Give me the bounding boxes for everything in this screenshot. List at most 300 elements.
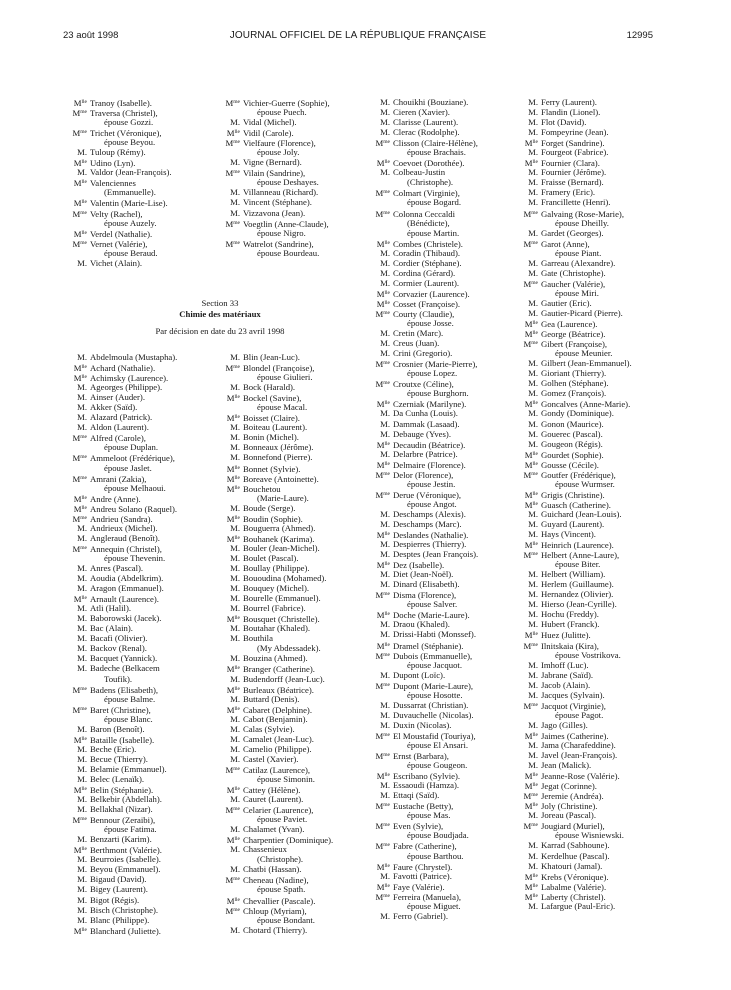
entry-title: $M^{me}$ (375, 489, 390, 500)
list-item (373, 529, 523, 539)
entry-title: $M^{lle}$ (524, 158, 538, 169)
list-item (70, 127, 220, 137)
list-item (373, 790, 523, 800)
entry-continuation: épouse Melhaoui. (104, 482, 166, 493)
list-item (373, 800, 523, 810)
list-item (521, 690, 671, 700)
entry-name: Tuloup (Rémy). (90, 147, 146, 158)
entry-continuation: épouse Lopez. (407, 368, 458, 379)
entry-name: Fournier (Clara). (541, 158, 600, 169)
entry-title: $M^{lle}$ (524, 449, 538, 460)
entry-title: M. (77, 643, 87, 654)
entry-title: M. (77, 613, 87, 624)
entry-continuation: épouse Balme. (104, 693, 156, 704)
list-item (373, 740, 523, 750)
entry-name: Annequin (Christel), (90, 543, 162, 554)
list-item (70, 844, 220, 854)
entry-name: Hochu (Freddy). (541, 609, 599, 620)
list-item (70, 794, 220, 804)
entry-title: M. (528, 840, 538, 851)
entry-name: Jeanne-Rose (Valérie). (541, 771, 620, 782)
entry-name: Alazard (Patrick). (90, 412, 153, 423)
list-item (521, 278, 671, 288)
entry-title: $M^{me}$ (72, 513, 87, 524)
entry-continuation: épouse Biter. (555, 559, 601, 570)
list-item (70, 412, 220, 422)
list-item (70, 674, 220, 684)
entry-name: Burleaux (Béatrice). (243, 684, 314, 695)
list-item (223, 895, 373, 905)
list-item (223, 412, 373, 422)
list-item (373, 298, 523, 308)
entry-name: Celarier (Laurence), (243, 805, 314, 816)
list-item (223, 248, 373, 258)
entry-name: Chatbi (Hassan). (243, 864, 302, 875)
list-item (373, 519, 523, 529)
entry-title: $M^{me}$ (375, 730, 390, 741)
list-item (521, 650, 671, 660)
list-item (373, 810, 523, 820)
list-item (373, 579, 523, 589)
entry-name: Blanchard (Juliette). (90, 925, 161, 936)
list-item (70, 633, 220, 643)
entry-title: M. (230, 432, 240, 443)
entry-name: Chloup (Myriam), (243, 905, 307, 916)
entry-title: $M^{lle}$ (376, 439, 390, 450)
list-item (223, 874, 373, 884)
entry-title: M. (230, 924, 240, 935)
entry-title: $M^{lle}$ (524, 540, 538, 551)
entry-name: Aldon (Laurent). (90, 422, 149, 433)
entry-title: $M^{lle}$ (376, 881, 390, 892)
list-item (70, 874, 220, 884)
entry-name: Dupont (Loïc). (393, 669, 446, 680)
entry-name: Buttard (Denis). (243, 693, 300, 704)
entry-title: $M^{lle}$ (376, 861, 390, 872)
entry-title: M. (77, 623, 87, 634)
entry-name: Fompeyrine (Jean). (541, 127, 609, 138)
list-item (521, 388, 671, 398)
list-item (223, 473, 373, 483)
entry-title: M. (380, 539, 390, 550)
entry-title: M. (528, 97, 538, 107)
entry-title: M. (77, 904, 87, 915)
list-item (373, 398, 523, 408)
entry-name: Gilbert (Jean-Emmanuel). (541, 358, 632, 369)
entry-name: Villanneau (Richard). (243, 187, 319, 198)
entry-title: M. (380, 569, 390, 580)
list-item (521, 529, 671, 539)
entry-name: Jabrane (Saïd). (541, 669, 594, 680)
entry-name: Doche (Marie-Laure). (393, 610, 470, 621)
list-item (521, 479, 671, 489)
entry-title: $M^{lle}$ (226, 785, 240, 796)
list-item (70, 463, 220, 473)
entry-name: Chouikhi (Bouziane). (393, 97, 469, 107)
list-item (223, 352, 373, 362)
entry-title: $M^{lle}$ (376, 530, 390, 541)
list-item (70, 402, 220, 412)
list-item (373, 97, 523, 107)
list-item (521, 268, 671, 278)
list-item (521, 700, 671, 710)
list-item (70, 623, 220, 633)
entry-title: M. (528, 227, 538, 238)
entry-title: $M^{me}$ (375, 208, 390, 219)
entry-name: Ilnitskaia (Kira), (541, 640, 599, 651)
entry-continuation: épouse Nigro. (257, 227, 306, 238)
entry-title: M. (77, 147, 87, 158)
list-item (373, 238, 523, 248)
list-item (70, 724, 220, 734)
entry-continuation: épouse Deshayes. (257, 177, 319, 188)
entry-title: M. (230, 542, 240, 553)
list-item (70, 643, 220, 653)
entry-name: Bacquet (Yannick). (90, 653, 158, 664)
list-item (70, 167, 220, 177)
entry-name: Belamie (Emmanuel). (90, 763, 167, 774)
entry-title: M. (77, 864, 87, 875)
list-item (223, 402, 373, 412)
entry-name: Achard (Nathalie). (90, 363, 156, 374)
list-item (373, 167, 523, 177)
entry-name: Alfred (Carole), (90, 433, 146, 444)
list-item (70, 352, 220, 362)
list-item (70, 583, 220, 593)
entry-title: M. (77, 352, 87, 362)
entry-name: Budendorff (Jean-Luc). (243, 673, 325, 684)
entry-continuation: épouse Miri. (555, 287, 599, 298)
list-item (521, 117, 671, 127)
entry-title: M. (77, 167, 87, 178)
list-item (373, 780, 523, 790)
entry-name: Guasch (Catherine). (541, 499, 611, 510)
entry-continuation: épouse Duplan. (104, 442, 159, 453)
entry-name: Hernandez (Olivier). (541, 589, 614, 600)
entry-name: Clarisse (Laurent). (393, 117, 459, 128)
list-item (70, 915, 220, 925)
list-item (373, 680, 523, 690)
list-item (223, 228, 373, 238)
entry-continuation: épouse Puech. (257, 107, 307, 118)
entry-continuation: épouse Wurmser. (555, 478, 615, 489)
list-item (521, 499, 671, 509)
list-item (373, 388, 523, 398)
entry-title: M. (528, 750, 538, 761)
list-item (223, 694, 373, 704)
entry-name: Krebs (Véronique). (541, 871, 609, 882)
list-item (223, 925, 373, 935)
list-item (521, 228, 671, 238)
list-item (70, 392, 220, 402)
list-item (521, 157, 671, 167)
list-item (521, 308, 671, 318)
entry-title: M. (528, 518, 538, 529)
entry-title: M. (77, 412, 87, 423)
list-item (373, 197, 523, 207)
entry-title: $M^{me}$ (375, 308, 390, 319)
entry-name: Garreau (Alexandre). (541, 257, 616, 268)
list-item (70, 543, 220, 553)
entry-title: $M^{me}$ (375, 751, 390, 762)
list-item (373, 439, 523, 449)
entry-title: M. (528, 438, 538, 449)
list-item (223, 238, 373, 248)
entry-name: Cattey (Hélène). (243, 785, 301, 796)
list-item (223, 653, 373, 663)
entry-title: M. (528, 187, 538, 198)
list-item (223, 442, 373, 452)
entry-name: Bonneaux (Jérôme). (243, 442, 314, 453)
entry-continuation: épouse Boudjada. (407, 830, 469, 841)
entry-name: Desptes (Jean François). (393, 549, 479, 560)
entry-title: M. (380, 910, 390, 921)
entry-name: Forget (Sandrine). (541, 138, 605, 149)
entry-title: M. (528, 740, 538, 750)
entry-title: M. (77, 874, 87, 885)
list-item (373, 861, 523, 871)
entry-title: M. (77, 402, 87, 413)
entry-name: Andre (Anne). (90, 493, 141, 504)
entry-name: Gautier (Eric). (541, 297, 592, 308)
entry-title: $M^{me}$ (72, 473, 87, 484)
entry-title: $M^{me}$ (375, 359, 390, 370)
list-item (70, 824, 220, 834)
entry-title: M. (528, 127, 538, 138)
entry-title: M. (528, 810, 538, 821)
list-item (373, 408, 523, 418)
entry-name: Atli (Halil). (90, 603, 132, 614)
list-item (521, 378, 671, 388)
entry-name: Belkebir (Abdellah). (90, 794, 162, 805)
entry-title: $M^{lle}$ (376, 610, 390, 621)
entry-name: Gomez (François). (541, 388, 607, 399)
list-item (521, 539, 671, 549)
entry-name: Laberty (Christel). (541, 891, 606, 902)
list-item (70, 372, 220, 382)
list-item (373, 599, 523, 609)
entry-title: $M^{me}$ (72, 453, 87, 464)
entry-title: $M^{me}$ (72, 238, 87, 249)
entry-name: Baron (Benoît). (90, 723, 145, 734)
list-item (373, 107, 523, 117)
entry-title: M. (380, 629, 390, 640)
list-item (373, 509, 523, 519)
list-item (223, 674, 373, 684)
entry-name: Badeche (Belkacem (90, 663, 160, 674)
entry-title: M. (230, 864, 240, 875)
list-item (70, 925, 220, 935)
entry-title: $M^{me}$ (523, 791, 538, 802)
entry-title: $M^{lle}$ (73, 178, 87, 189)
entry-name: Kerdelhue (Pascal). (541, 850, 610, 861)
list-item (373, 469, 523, 479)
list-item (521, 459, 671, 469)
entry-continuation: (Bénédicte), (407, 217, 450, 228)
entry-title: $M^{me}$ (523, 469, 538, 480)
entry-name: Tranoy (Isabelle). (90, 98, 152, 108)
list-item (223, 523, 373, 533)
entry-title: M. (230, 442, 240, 453)
entry-name: Delor (Florence), (393, 469, 454, 480)
list-item (223, 744, 373, 754)
entry-title: M. (528, 679, 538, 690)
entry-continuation: épouse Bondant. (257, 914, 315, 925)
entry-title: M. (77, 794, 87, 805)
entry-name: Jeremie (Andréa). (541, 791, 604, 802)
list-item (521, 901, 671, 911)
entry-continuation: épouse Burghorn. (407, 388, 469, 399)
entry-name: Valentin (Marie-Lise). (90, 198, 168, 209)
entry-title: $M^{lle}$ (73, 228, 87, 239)
entry-name: Jacob (Alain). (541, 679, 591, 690)
entry-continuation: épouse Blanc. (104, 713, 153, 724)
entry-title: $M^{lle}$ (226, 473, 240, 484)
list-item (373, 770, 523, 780)
entry-title: M. (77, 382, 87, 393)
list-item (223, 127, 373, 137)
list-item (373, 760, 523, 770)
entry-title: M. (230, 733, 240, 744)
entry-name: Cormier (Laurent). (393, 277, 460, 288)
entry-title: M. (230, 187, 240, 198)
entry-title: M. (528, 197, 538, 208)
list-item (521, 248, 671, 258)
list-item (373, 640, 523, 650)
list-item (70, 744, 220, 754)
entry-name: Ainser (Auder). (90, 392, 146, 403)
entry-name: Helbert (Anne-Laure), (541, 550, 620, 561)
entry-title: $M^{lle}$ (226, 483, 240, 494)
entry-title: M. (77, 583, 87, 594)
entry-title: M. (528, 167, 538, 178)
list-item (521, 509, 671, 519)
list-item (521, 298, 671, 308)
entry-name: Bellakhal (Nizar). (90, 804, 153, 815)
entry-name: Bouzina (Ahmed). (243, 653, 308, 664)
entry-title: $M^{lle}$ (524, 499, 538, 510)
entry-name: Ageorges (Philippe). (90, 382, 163, 393)
list-item (521, 800, 671, 810)
entry-name: Voegtlin (Anne-Claude), (243, 218, 329, 229)
list-item (373, 700, 523, 710)
entry-name: Catilaz (Laurence), (243, 764, 311, 775)
entry-name: Bousquet (Christelle). (243, 614, 320, 625)
list-item (373, 218, 523, 228)
entry-name: Fourgeot (Fabrice). (541, 147, 609, 158)
list-item (521, 449, 671, 459)
entry-title: $M^{me}$ (523, 208, 538, 219)
entry-name: Belec (Lenaïk). (90, 773, 145, 784)
entry-title: M. (230, 157, 240, 168)
entry-name: Udino (Lyn). (90, 158, 136, 169)
entry-name: Verdel (Nathalie). (90, 228, 153, 239)
entry-continuation: épouse Piant. (555, 247, 602, 258)
entry-name: Czerniak (Marilyne). (393, 399, 467, 410)
entry-title: $M^{me}$ (225, 875, 240, 886)
list-item (373, 569, 523, 579)
list-item (373, 660, 523, 670)
entry-name: Gate (Christophe). (541, 267, 606, 278)
list-item (521, 830, 671, 840)
entry-name: Bataille (Isabelle). (90, 734, 155, 745)
entry-name: Fabre (Catherine), (393, 841, 457, 852)
entry-name: Flandin (Lionel). (541, 107, 601, 118)
entry-name: Hierso (Jean-Cyrille). (541, 599, 617, 610)
entry-title: $M^{lle}$ (73, 158, 87, 169)
entry-title: M. (77, 522, 87, 533)
list-item (521, 519, 671, 529)
list-item (223, 814, 373, 824)
entry-name: Bigey (Laurent). (90, 884, 148, 895)
list-item (70, 208, 220, 218)
entry-title: M. (230, 633, 240, 644)
entry-name: Galvaing (Rose-Marie), (541, 208, 624, 219)
entry-name: Gea (Laurence). (541, 319, 598, 330)
list-item (373, 750, 523, 760)
entry-name: Bockel (Savine), (243, 393, 302, 404)
entry-name: Courty (Claudie), (393, 308, 455, 319)
list-item (223, 563, 373, 573)
list-item (70, 493, 220, 503)
list-item (521, 328, 671, 338)
entry-title: M. (528, 297, 538, 308)
entry-name: Arnault (Laurence). (90, 594, 159, 605)
entry-continuation: épouse Thevenin. (104, 552, 166, 563)
list-item (70, 593, 220, 603)
entry-name: Bacafi (Olivier). (90, 633, 148, 644)
list-item (373, 358, 523, 368)
entry-title: $M^{me}$ (72, 684, 87, 695)
list-item (223, 804, 373, 814)
entry-name: Boude (Serge). (243, 502, 296, 513)
list-item (70, 704, 220, 714)
entry-name: Colonna Ceccaldi (393, 208, 456, 219)
list-item (521, 197, 671, 207)
entry-title: $M^{me}$ (375, 188, 390, 199)
list-item (521, 710, 671, 720)
entry-name: Vernet (Valérie), (90, 238, 148, 249)
entry-name: Jago (Gilles). (541, 719, 588, 730)
entry-title: M. (380, 428, 390, 439)
list-item (373, 629, 523, 639)
entry-name: Vidil (Carole). (243, 128, 294, 139)
list-item (223, 422, 373, 432)
entry-title: $M^{me}$ (375, 379, 390, 390)
list-item (373, 851, 523, 861)
entry-title: M. (380, 257, 390, 268)
entry-title: $M^{lle}$ (73, 785, 87, 796)
list-item (70, 774, 220, 784)
list-item (223, 432, 373, 442)
list-item (373, 318, 523, 328)
entry-name: Bouhanek (Karima). (243, 533, 315, 544)
entry-title: M. (380, 408, 390, 419)
entry-title: $M^{me}$ (225, 764, 240, 775)
entry-name: Jean (Malick). (541, 760, 592, 771)
list-item (521, 629, 671, 639)
entry-continuation: épouse Jestin. (407, 478, 456, 489)
entry-title: M. (380, 277, 390, 288)
entry-name: Javel (Jean-François). (541, 750, 618, 761)
entry-name: Hays (Vincent). (541, 529, 596, 540)
entry-title: M. (230, 693, 240, 704)
entry-name: Karrad (Sabhoune). (541, 840, 610, 851)
list-item (223, 774, 373, 784)
entry-title: M. (528, 619, 538, 630)
list-item (373, 348, 523, 358)
entry-title: M. (380, 790, 390, 801)
